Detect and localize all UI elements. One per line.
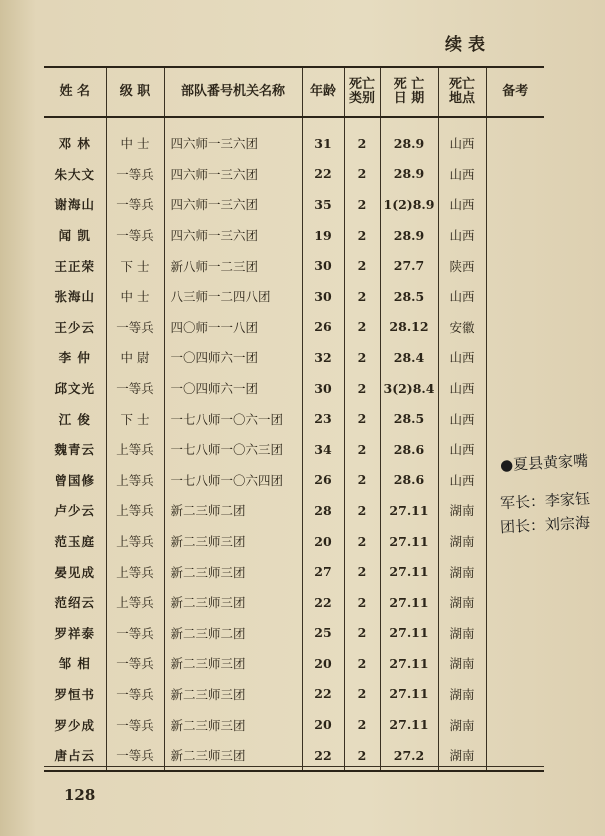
cell-death-place: 山西 — [438, 159, 486, 190]
cell-name: 王正荣 — [54, 258, 95, 274]
cell-death-place: 湖南 — [438, 709, 486, 740]
cell-age: 30 — [302, 250, 344, 281]
cell-name: 邹 相 — [58, 656, 91, 672]
col-header-death-date — [380, 67, 438, 117]
cell-unit: 新二三师三团 — [164, 709, 302, 740]
cell-age: 22 — [302, 740, 344, 772]
cell-death-type: 2 — [344, 189, 380, 220]
col-header-unit: 部队番号机关名称 — [164, 67, 302, 117]
cell-death-date: 1(2)8.9 — [380, 189, 438, 220]
cell-rank: 一等兵 — [106, 618, 164, 649]
cell-unit: 新二三师二团 — [164, 495, 302, 526]
cell-name: 范玉庭 — [54, 534, 95, 550]
cell-death-type: 2 — [344, 740, 380, 772]
cell-unit: 新二三师三团 — [164, 556, 302, 587]
col-header-death-type-line2: 类别 — [348, 91, 375, 106]
cell-death-type: 2 — [344, 281, 380, 312]
cell-death-type: 2 — [344, 312, 380, 343]
cell-death-date: 28.4 — [380, 342, 438, 373]
cell-remarks — [486, 312, 544, 343]
cell-name: 罗恒书 — [54, 686, 95, 702]
cell-unit: 新二三师三团 — [164, 587, 302, 618]
cell-death-date: 28.9 — [380, 220, 438, 251]
cell-remarks — [486, 556, 544, 587]
table-row — [44, 709, 544, 740]
cell-unit: 四〇师一一八团 — [164, 312, 302, 343]
table-row — [44, 220, 544, 251]
cell-age: 22 — [302, 159, 344, 190]
cell-rank: 一等兵 — [106, 709, 164, 740]
cell-rank: 中 士 — [106, 117, 164, 159]
col-header-remarks: 备考 — [486, 67, 544, 117]
cell-remarks — [486, 342, 544, 373]
cell-age: 20 — [302, 648, 344, 679]
cell-unit: 一七八师一〇六三团 — [164, 434, 302, 465]
cell-remarks — [486, 117, 544, 159]
table-row — [44, 373, 544, 404]
cell-age: 19 — [302, 220, 344, 251]
cell-unit: 八三师一二四八团 — [164, 281, 302, 312]
cell-unit: 新二三师三团 — [164, 679, 302, 710]
cell-death-place: 山西 — [438, 281, 486, 312]
cell-rank: 中 尉 — [106, 342, 164, 373]
cell-death-place: 山西 — [438, 373, 486, 404]
cell-rank: 一等兵 — [106, 373, 164, 404]
cell-age: 25 — [302, 618, 344, 649]
table-row — [44, 495, 544, 526]
cell-death-type: 2 — [344, 342, 380, 373]
cell-death-place: 安徽 — [438, 312, 486, 343]
cell-unit: 一〇四师六一团 — [164, 342, 302, 373]
cell-death-type: 2 — [344, 556, 380, 587]
cell-death-type: 2 — [344, 250, 380, 281]
cell-death-date: 28.9 — [380, 117, 438, 159]
cell-death-place: 山西 — [438, 220, 486, 251]
cell-name: 朱大文 — [54, 166, 95, 182]
cell-rank: 一等兵 — [106, 312, 164, 343]
cell-unit: 一〇四师六一团 — [164, 373, 302, 404]
cell-remarks — [486, 618, 544, 649]
cell-death-place: 湖南 — [438, 740, 486, 772]
cell-name: 晏见成 — [54, 564, 95, 580]
table-row — [44, 250, 544, 281]
col-header-death-type — [344, 67, 380, 117]
table-row — [44, 342, 544, 373]
table-row — [44, 526, 544, 557]
table-row — [44, 679, 544, 710]
table-row — [44, 159, 544, 190]
cell-rank: 一等兵 — [106, 648, 164, 679]
cell-remarks — [486, 709, 544, 740]
table-row — [44, 648, 544, 679]
cell-age: 31 — [302, 117, 344, 159]
cell-death-type: 2 — [344, 679, 380, 710]
cell-unit: 新二三师三团 — [164, 648, 302, 679]
col-header-death-date-line2: 日 期 — [393, 91, 425, 106]
cell-death-date: 28.6 — [380, 465, 438, 496]
cell-death-type: 2 — [344, 709, 380, 740]
cell-death-date: 28.5 — [380, 403, 438, 434]
cell-age: 22 — [302, 679, 344, 710]
table-row — [44, 434, 544, 465]
cell-age: 26 — [302, 465, 344, 496]
cell-rank: 上等兵 — [106, 587, 164, 618]
cell-death-place: 山西 — [438, 342, 486, 373]
col-header-death-place — [438, 67, 486, 117]
table-row — [44, 587, 544, 618]
cell-unit: 四六师一三六团 — [164, 189, 302, 220]
cell-name: 邱文光 — [54, 381, 95, 397]
cell-death-date: 27.11 — [380, 648, 438, 679]
cell-remarks — [486, 403, 544, 434]
handwritten-note-commander: 军长：李家钰 — [499, 489, 591, 513]
cell-unit: 新二三师二团 — [164, 618, 302, 649]
cell-death-date: 27.11 — [380, 679, 438, 710]
col-header-death-place-line1: 死亡 — [448, 77, 475, 92]
cell-name: 张海山 — [54, 289, 95, 305]
cell-rank: 中 士 — [106, 281, 164, 312]
cell-death-date: 3(2)8.4 — [380, 373, 438, 404]
cell-age: 30 — [302, 281, 344, 312]
cell-age: 27 — [302, 556, 344, 587]
cell-name: 唐占云 — [44, 740, 106, 772]
cell-death-place: 山西 — [438, 189, 486, 220]
cell-death-type: 2 — [344, 465, 380, 496]
cell-death-place: 湖南 — [438, 556, 486, 587]
cell-rank: 上等兵 — [106, 556, 164, 587]
cell-rank: 上等兵 — [106, 434, 164, 465]
cell-unit: 新二三师三团 — [164, 526, 302, 557]
cell-unit: 新八师一二三团 — [164, 250, 302, 281]
col-header-death-date-line1: 死 亡 — [393, 77, 425, 92]
cell-age: 35 — [302, 189, 344, 220]
cell-death-date: 27.11 — [380, 556, 438, 587]
cell-rank: 上等兵 — [106, 526, 164, 557]
cell-remarks — [486, 250, 544, 281]
cell-death-type: 2 — [344, 434, 380, 465]
col-header-name: 姓 名 — [44, 67, 106, 117]
cell-death-type: 2 — [344, 403, 380, 434]
table-body — [44, 117, 544, 771]
cell-rank: 一等兵 — [106, 220, 164, 251]
cell-death-date: 28.5 — [380, 281, 438, 312]
cell-death-type: 2 — [344, 117, 380, 159]
table-row — [44, 556, 544, 587]
cell-death-place: 山西 — [438, 434, 486, 465]
cell-death-type: 2 — [344, 648, 380, 679]
cell-death-date: 27.11 — [380, 495, 438, 526]
table-row — [44, 117, 544, 159]
page-number: 128 — [64, 786, 96, 804]
table-row — [44, 281, 544, 312]
cell-name: 谢海山 — [54, 197, 95, 213]
cell-name: 卢少云 — [54, 503, 95, 519]
handwritten-note-regiment-head: 团长：刘宗海 — [499, 513, 591, 537]
footer-divider — [44, 766, 544, 767]
cell-rank: 上等兵 — [106, 465, 164, 496]
cell-death-date: 27.11 — [380, 709, 438, 740]
cell-death-place: 湖南 — [438, 679, 486, 710]
cell-remarks — [486, 648, 544, 679]
table-row — [44, 189, 544, 220]
cell-age: 30 — [302, 373, 344, 404]
col-header-death-place-line2: 地点 — [448, 91, 475, 106]
cell-death-place: 陕西 — [438, 250, 486, 281]
cell-death-type: 2 — [344, 587, 380, 618]
cell-rank: 一等兵 — [106, 679, 164, 710]
cell-unit: 一七八师一〇六一团 — [164, 403, 302, 434]
cell-death-date: 28.12 — [380, 312, 438, 343]
casualty-roster-table — [44, 66, 544, 772]
table-header-row — [44, 67, 544, 117]
cell-rank: 一等兵 — [106, 189, 164, 220]
cell-death-date: 27.11 — [380, 526, 438, 557]
cell-age: 28 — [302, 495, 344, 526]
cell-remarks — [486, 679, 544, 710]
table-row — [44, 465, 544, 496]
cell-remarks — [486, 220, 544, 251]
cell-death-date: 27.7 — [380, 250, 438, 281]
cell-rank: 一等兵 — [106, 159, 164, 190]
cell-death-place: 湖南 — [438, 526, 486, 557]
cell-death-type: 2 — [344, 495, 380, 526]
cell-death-type: 2 — [344, 220, 380, 251]
cell-age: 22 — [302, 587, 344, 618]
cell-remarks — [486, 159, 544, 190]
cell-death-date: 27.11 — [380, 587, 438, 618]
cell-name: 闻 凯 — [58, 228, 91, 244]
cell-death-date: 27.2 — [380, 740, 438, 772]
cell-unit: 四六师一三六团 — [164, 117, 302, 159]
cell-name: 曾国修 — [54, 472, 95, 488]
cell-name: 邓 林 — [58, 136, 91, 152]
cell-death-type: 2 — [344, 618, 380, 649]
table-row — [44, 618, 544, 649]
cell-death-date: 28.9 — [380, 159, 438, 190]
cell-death-place: 湖南 — [438, 618, 486, 649]
cell-name: 王少云 — [54, 319, 95, 335]
cell-name: 范绍云 — [54, 595, 95, 611]
col-header-death-type-line1: 死亡 — [348, 77, 375, 92]
continued-label: 续表 — [445, 35, 491, 55]
cell-death-date: 27.11 — [380, 618, 438, 649]
cell-age: 23 — [302, 403, 344, 434]
cell-death-place: 湖南 — [438, 587, 486, 618]
cell-unit: 新二三师三团 — [164, 740, 302, 772]
cell-death-place: 湖南 — [438, 648, 486, 679]
col-header-rank: 级 职 — [106, 67, 164, 117]
cell-death-place: 山西 — [438, 465, 486, 496]
cell-death-type: 2 — [344, 526, 380, 557]
cell-unit: 四六师一三六团 — [164, 220, 302, 251]
handwritten-note-location: ●夏县黄家嘴 — [499, 451, 589, 475]
cell-name: 罗祥泰 — [54, 625, 95, 641]
cell-name: 江 俊 — [58, 411, 91, 427]
cell-age: 20 — [302, 709, 344, 740]
cell-age: 32 — [302, 342, 344, 373]
table-row — [44, 403, 544, 434]
cell-rank: 上等兵 — [106, 495, 164, 526]
cell-unit: 一七八师一〇六四团 — [164, 465, 302, 496]
cell-rank: 一等兵 — [106, 740, 164, 772]
cell-death-type: 2 — [344, 159, 380, 190]
cell-remarks — [486, 373, 544, 404]
cell-remarks — [486, 587, 544, 618]
cell-name: 李 仲 — [58, 350, 91, 366]
cell-death-place: 山西 — [438, 403, 486, 434]
cell-unit: 四六师一三六团 — [164, 159, 302, 190]
cell-name: 罗少成 — [54, 717, 95, 733]
cell-rank: 下 士 — [106, 250, 164, 281]
cell-death-type: 2 — [344, 373, 380, 404]
table-row — [44, 312, 544, 343]
cell-rank: 下 士 — [106, 403, 164, 434]
cell-death-place: 湖南 — [438, 495, 486, 526]
cell-remarks — [486, 281, 544, 312]
cell-name: 魏青云 — [54, 442, 95, 458]
cell-remarks — [486, 189, 544, 220]
col-header-age: 年龄 — [302, 67, 344, 117]
cell-age: 20 — [302, 526, 344, 557]
cell-death-date: 28.6 — [380, 434, 438, 465]
cell-age: 26 — [302, 312, 344, 343]
cell-age: 34 — [302, 434, 344, 465]
cell-death-place: 山西 — [438, 117, 486, 159]
